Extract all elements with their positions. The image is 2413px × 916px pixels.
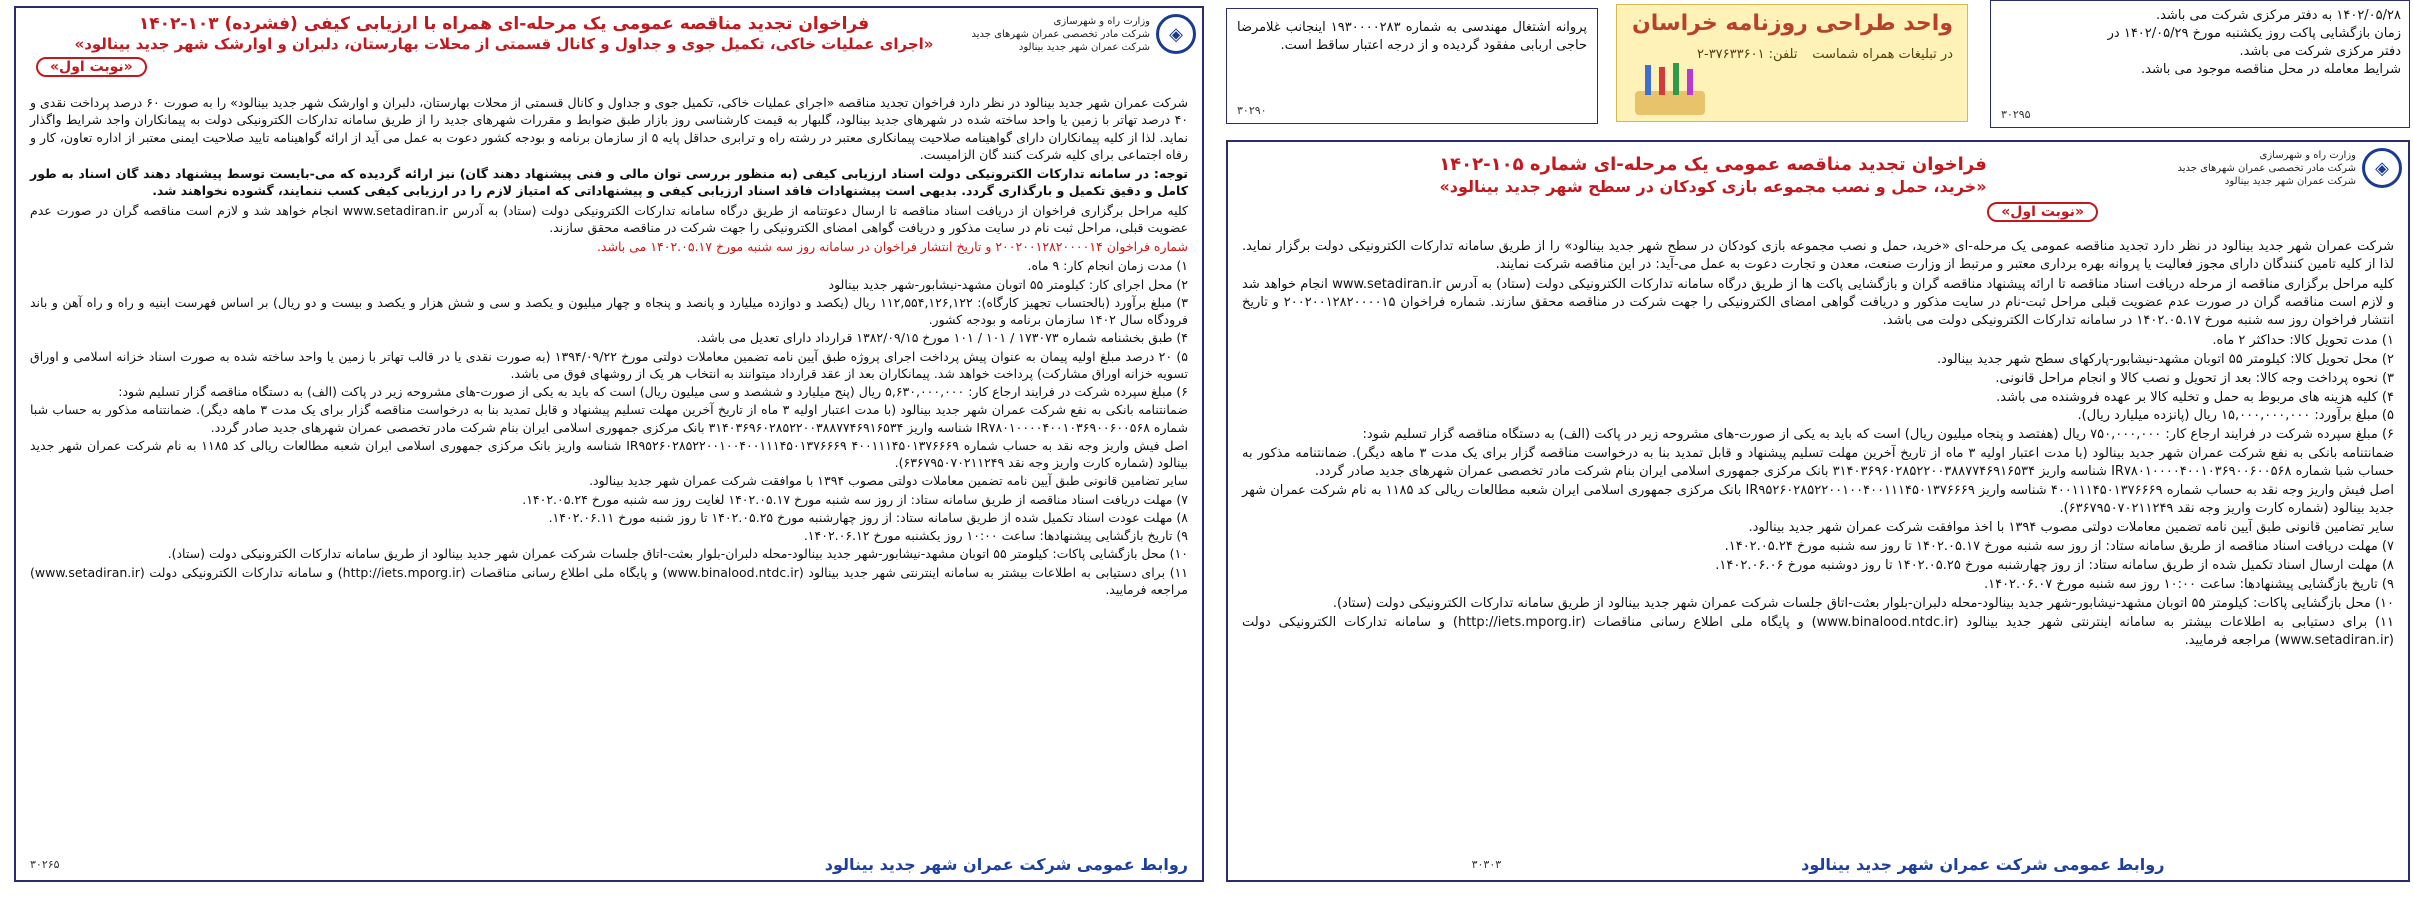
left-ad-code: ۳۰۲۶۵ — [30, 858, 60, 871]
left-item: سایر تضامین قانونی طبق آیین نامه تضمین معاملات دولتی مصوب ۱۳۹۴ با موافقت شرکت عمران شهر جدید بینالود. — [589, 473, 1188, 489]
right-item: ۷) مهلت دریافت اسناد مناقصه از طریق سامانه ستاد: از روز سه شنبه مورخ ۱۴۰۲.۰۵.۱۷ تا روز سه شنبه مورخ ۱۴۰۲.۰۵.۲۴. — [1724, 539, 2394, 554]
ministry-logo-icon: ◈ — [2362, 148, 2402, 188]
left-ad-subtitle: «اجرای عملیات خاکی، تکمیل جوی و جداول و کانال قسمتی از محلات بهارستان، دلبران و اوارشک شهر جدید بینالود» — [74, 35, 934, 54]
left-item: اصل فیش واریز وجه نقد به حساب شماره ۴۰۰۱۱۱۴۵۰۱۳۷۶۶۶۹ IR۹۵۲۶۰۲۸۵۲۲۰۰۱۰۰۴۰۰۱۱۱۴۵۰۱۳۷۶۶۶۹ شناسه واریز بانک مرکزی جمهوری اسلامی ایران شعبه مطالعات ریالی کد ۱۱۸۵ به نام شرکت عمران شهر جدید بینالود (شماره کارت واریز وجه نقد ۶۳۶۷۹۵۰۷۰۲۱۱۲۴۹). — [30, 437, 1188, 470]
left-ad-note: توجه: در سامانه تدارکات الکترونیکی دولت اسناد ارزیابی کیفی (به منظور بررسی توان مالی و فنی پیشنهاد دهند گان) نیز ارائه گردیده که می-بایست توسط پیشنهاد دهند گان اسناد به طور کامل و دقیق تکمیل و بارگذاری گردد. بدیهی است پیشنهادات فاقد اسناد ارزیابی کیفی و پیشنهاداتی که امتیاز لازم را در ارزیابی کیفی کسب ننمایند، گشوده نخواهند شد. — [30, 166, 1188, 199]
org-line-2: شرکت مادر تخصصی عمران شهرهای جدید — [2177, 162, 2356, 174]
org-line-3: شرکت عمران شهر جدید بینالود — [2224, 175, 2356, 187]
license-ad-code: ۳۰۲۹۰ — [1237, 104, 1267, 117]
license-loss-ad — [1226, 8, 1598, 124]
top-right-line-1: ۱۴۰۲/۰۵/۲۸ به دفتر مرکزی شرکت می باشد. — [2155, 8, 2401, 23]
left-item: ۸) مهلت عودت اسناد تکمیل شده از طریق سامانه ستاد: از روز چهارشنبه مورخ ۱۴۰۲.۰۵.۲۵ تا روز شنبه مورخ ۱۴۰۲.۰۶.۱۱. — [548, 509, 1188, 525]
left-ad-note2: کلیه مراحل برگزاری فراخوان از دریافت اسناد مناقصه تا ارسال دعوتنامه از طریق درگاه سامانه تدارکات الکترونیکی دولت (ستاد) به آدرس www.setadiran.ir انجام خواهد شد و لازم است مناقصه گران در صورت عدم عضویت قبلی، مراحل ثبت نام در سایت مذکور و دریافت گواهی امضای الکترونیکی را جهت شرکت در مناقصه محقق سازند. — [30, 202, 1188, 235]
top-right-line-3: دفتر مرکزی شرکت می باشد. — [2239, 43, 2401, 59]
org-line-1: وزارت راه و شهرسازی — [2259, 149, 2356, 161]
left-ad-items — [30, 257, 1188, 598]
org-line-2: شرکت مادر تخصصی عمران شهرهای جدید — [971, 28, 1150, 40]
right-item: ۶) مبلغ سپرده شرکت در فرایند ارجاع کار: ۷۵۰,۰۰۰,۰۰۰ ریال (هفتصد و پنجاه میلیون ریال) است که باید به یکی از صورت-های مشروحه زیر در پاکت (الف) به دستگاه مناقصه گزار تسلیم شود: — [1362, 427, 2394, 443]
left-ad-footer: روابط عمومی شرکت عمران شهر جدید بینالود — [824, 855, 1188, 874]
left-ad-tender-no: شماره فراخوان ۲۰۰۲۰۰۱۲۸۲۰۰۰۰۱۴ و تاریخ انتشار فراخوان در سامانه روز سه شنبه مورخ ۱۴۰۲.۰۵.۱۷ می باشد. — [596, 239, 1188, 254]
right-ad-body — [1242, 238, 2394, 651]
right-item: ۳) نحوه پرداخت وجه کالا: بعد از تحویل و نصب کالا و انجام مراحل قانونی. — [1995, 370, 2394, 386]
right-ad-title: فراخوان تجدید مناقصه عمومی یک مرحله-ای شماره ۱۰۵-۱۴۰۲ — [1439, 154, 1987, 175]
org-header — [972, 14, 1196, 54]
right-ad-code: ۳۰۳۰۳ — [1471, 858, 1502, 871]
right-item: ضمانتنامه بانکی به نفع شرکت عمران شهر جدید بینالود (با مدت اعتبار اولیه ۳ ماه از تاریخ آخرین مهلت تسلیم پیشنهاد و قابل تمدید بنا به درخواست مناقصه گزار برای یک مدت ۳ ماهه دیگر). ضمانتنامه مذکور به حساب شبا شماره IR۷۸۰۱۰۰۰۰۴۰۰۱۰۳۶۹۰۰۶۰۰۵۶۸ شناسه واریز ۳۱۴۰۳۶۹۶۰۲۸۵۲۲۰۰۳۸۸۷۷۴۶۹۱۶۵۳۴ بانک مرکزی جمهوری اسلامی ایران بنام شرکت مادر تخصصی عمران شهرهای جدید صادر گردد. — [1242, 446, 2395, 480]
left-ad-badge: «نوبت اول» — [36, 57, 147, 77]
right-ad-intro: شرکت عمران شهر جدید بینالود در نظر دارد تجدید مناقصه عمومی یک مرحله-ای «خرید، حمل و نصب مجموعه بازی کودکان در سطح شهر جدید بینالود» را از طریق سامانه تدارکات الکترونیکی دولت برگزار نماید. لذا از کلیه تامین کنندگان دارای مجوز فعالیت یا پروانه بهره برداری معتبر و مرتبط از وزارت صنعت، معدن و تجارت دعوت به عمل می-آید: در این مناقصه شرکت نمایند. — [1242, 239, 2394, 272]
left-tender-ad — [14, 6, 1204, 882]
left-item: ۲) محل اجرای کار: کیلومتر ۵۵ اتوبان مشهد-نیشابور-شهر جدید بینالود — [828, 276, 1188, 292]
right-item: سایر تضامین قانونی طبق آیین نامه تضمین معاملات دولتی مصوب ۱۳۹۴ با اخذ موافقت شرکت عمران شهر جدید بینالود. — [1748, 520, 2394, 536]
right-item: ۲) محل تحویل کالا: کیلومتر ۵۵ اتوبان مشهد-نیشابور-پارکهای سطح شهر جدید بینالود. — [1936, 351, 2394, 367]
left-item: ۶) مبلغ سپرده شرکت در فرایند ارجاع کار: ۵,۶۳۰,۰۰۰,۰۰۰ ریال (پنج میلیارد و ششصد و سی میلیون ریال) است که باید به یکی از صورت-های مشروحه زیر در پاکت (الف) به دستگاه مناقصه گزار تسلیم شود: — [118, 384, 1188, 399]
paint-brushes-icon — [1635, 65, 1755, 115]
right-item: اصل فیش واریز وجه نقد به حساب شماره ۴۰۰۱۱۱۴۵۰۱۳۷۶۶۶۹ شناسه واریز IR۹۵۲۶۰۲۸۵۲۲۰۰۱۰۰۴۰۰۱۱۱۴۵۰۱۳۷۶۶۶۹ بانک مرکزی جمهوری اسلامی ایران شعبه مطالعات ریالی کد ۱۱۸۵ به نام شرکت عمران شهر جدید بینالود (شماره کارت واریز وجه نقد ۶۳۶۷۹۵۰۷۰۲۱۱۲۴۹). — [1242, 483, 2395, 517]
left-item: ۷) مهلت دریافت اسناد مناقصه از طریق سامانه ستاد: از روز سه شنبه مورخ ۱۴۰۲.۰۵.۱۷ لغایت روز سه شنبه مورخ ۱۴۰۲.۰۵.۲۴. — [522, 491, 1188, 507]
banner-title: واحد طراحی روزنامه خراسان — [1631, 11, 1953, 36]
right-ad-items — [1242, 332, 2394, 650]
right-tender-ad — [1226, 140, 2410, 882]
left-ad-body — [30, 94, 1188, 599]
right-item: ۴) کلیه هزینه های مربوط به حمل و تخلیه کالا بر عهده فروشنده می باشد. — [1996, 389, 2394, 405]
design-unit-banner — [1616, 4, 1968, 122]
left-item: ۱) مدت زمان انجام کار: ۹ ماه. — [1027, 258, 1188, 274]
org-header-right — [2178, 148, 2402, 188]
right-ad-subtitle: «خرید، حمل و نصب مجموعه بازی کودکان در سطح شهر جدید بینالود» — [1439, 176, 1987, 196]
left-item: ۹) تاریخ بازگشایی پیشنهادها: ساعت ۱۰:۰۰ روز یکشنبه مورخ ۱۴۰۲.۰۶.۱۲. — [803, 528, 1188, 543]
left-ad-title: فراخوان تجدید مناقصه عمومی یک مرحله-ای همراه با ارزیابی کیفی (فشرده) ۱۰۳-۱۴۰۲ — [138, 14, 870, 34]
right-item: ۱۰) محل بازگشایی پاکات: کیلومتر ۵۵ اتوبان مشهد-نیشابور-شهر جدید بینالود-محله دلبران-بلوار بعثت-اتاق جلسات شرکت عمران شهر جدید بینالود از طریق سامانه تدارکات الکترونیکی دولت (ستاد). — [1332, 595, 2394, 611]
banner-subtitle: در تبلیغات همراه شماست — [1812, 47, 1953, 62]
left-ad-intro: شرکت عمران شهر جدید بینالود در نظر دارد فراخوان تجدید مناقصه «اجرای عملیات خاکی، تکمیل جوی و جداول و کانال قسمتی از محلات بهارستان، دلبران و اوارشک شهر جدید بینالود» را به صورت ۶۰ درصد پرداخت نقدی و ۴۰ درصد تهاتر با زمین یا واحد ساخته شده در شهرهای جدید بینالود، گلبهار به قیمت کارشناسی روز بازار طبق ضوابط و مقررات شهرهای جدید را از طریق سامانه تدارکات الکترونیکی دولت به پیمانکاران واجد شرایط واگذار نماید. لذا از کلیه پیمانکاران دارای گواهینامه صلاحیت پیمانکاری معتبر در رشته راه و ترابری حداقل پایه ۵ از سازمان برنامه و بودجه کشور دعوت به عمل می آید از ارائه گواهینامه تایید صلاحیت ایمنی معتبر از اداره تعاون، کار و رفاه اجتماعی برای کلیه شرکت کنند گان الزامیست. — [30, 95, 1188, 162]
left-item: ۱۰) محل بازگشایی پاکات: کیلومتر ۵۵ اتوبان مشهد-نیشابور-شهر جدید بینالود-محله دلبران-بلوار بعثت-اتاق جلسات شرکت عمران شهر جدید بینالود از طریق سامانه تدارکات الکترونیکی دولت (ستاد). — [167, 546, 1188, 562]
right-ad-badge: «نوبت اول» — [1987, 202, 2098, 222]
ministry-logo-icon: ◈ — [1156, 14, 1196, 54]
left-item: ۳) مبلغ برآورد (بالحتساب تجهیز کارگاه): ۱۱۲,۵۵۴,۱۲۶,۱۲۲ ریال (یکصد و دوازده میلیارد و پانصد و پنجاه و چهار میلیون و یکصد و سی و شش هزار و یکصد و بیست و دو ریال) بر اساس فهرست ابنیه و راه و راه آهن و باند فرودگاه سال ۱۴۰۲ سازمان برنامه و بودجه کشور. — [30, 294, 1189, 327]
license-ad-text: پروانه اشتغال مهندسی به شماره ۱۹۳۰۰۰۰۲۸۳ اینجانب غلامرضا حاجی اربابی مفقود گردیده و از درجه اعتبار ساقط است. — [1237, 20, 1587, 53]
banner-phone: تلفن: ۳۷۶۳۳۶۰۱-۲ — [1697, 47, 1798, 62]
right-item: ۱۱) برای دستیابی به اطلاعات بیشتر به سامانه اینترنتی شهر جدید بینالود (www.binalood.ntdc.ir) و پایگاه ملی اطلاع رسانی مناقصات (http://iets.mporg.ir) و سامانه تدارکات الکترونیکی دولت (www.setadiran.ir) مراجعه فرمایید. — [1242, 614, 2394, 648]
right-ad-intro2: کلیه مراحل برگزاری مناقصه از مرحله دریافت اسناد مناقصه تا ارائه پیشنهاد مناقصه گران و بازگشایی پاکت ها از طریق درگاه سامانه تدارکات الکترونیکی دولت (ستاد) به آدرس www.setadiran.ir انجام خواهد شد و لازم است مناقصه گران در صورت عدم عضویت قبلی مراحل ثبت-نام در سایت مذکور و دریافت گواهی امضای الکترونیکی را جهت شرکت در مناقصه محقق سازند. شماره فراخوان ۲۰۰۲۰۰۱۲۸۲۰۰۰۰۱۵ و تاریخ انتشار فراخوان روز سه شنبه مورخ ۱۴۰۲.۰۵.۱۷ در سامانه تدارکات الکترونیکی دولت می باشد. — [1242, 276, 2394, 328]
org-line-1: وزارت راه و شهرسازی — [1053, 15, 1150, 27]
top-right-line-4: شرایط معامله در محل مناقصه موجود می باشد. — [2140, 61, 2401, 77]
right-item: ۹) تاریخ بازگشایی پیشنهادها: ساعت ۱۰:۰۰ روز سه شنبه مورخ ۱۴۰۲.۰۶.۰۷. — [1983, 576, 2394, 592]
top-right-partial-ad — [1990, 0, 2410, 128]
left-item: ۴) طبق بخشنامه شماره ۱۷۳۰۷۳ / ۱۰۱ / ۱۰۱ مورخ ۱۳۸۲/۰۹/۱۵ قرارداد دارای تعدیل می باشد. — [696, 330, 1188, 346]
left-item: ضمانتنامه بانکی به نفع شرکت عمران شهر جدید بینالود (با مدت اعتبار اولیه ۳ ماه از تاریخ آخرین مهلت تسلیم پیشنهاد و قابل تمدید بنا به درخواست مناقصه گزار برای یک مدت ۳ ماهه دیگر). ضمانتنامه مذکور به حساب شبا شماره IR۷۸۰۱۰۰۰۰۴۰۰۱۰۳۶۹۰۰۶۰۰۵۶۸ شناسه واریز ۳۱۴۰۳۶۹۶۰۲۸۵۲۲۰۰۳۸۸۷۷۴۶۹۱۶۵۳۴ بانک مرکزی جمهوری اسلامی ایران بنام شرکت مادر تخصصی عمران شهرهای جدید صادر گردد. — [30, 402, 1189, 435]
left-item: ۵) ۲۰ درصد مبلغ اولیه پیمان به عنوان پیش پرداخت اجرای پروژه طبق آیین نامه تضمین معاملات دولتی مورخ ۱۳۹۴/۰۹/۲۲ (به صورت نقدی یا در قالب تهاتر با زمین یا واحد ساخته شده به صورت اسناد خزانه اسلامی و اوراق تسویه خزانه اوراق مشارکت) پرداخت خواهد شد. پیمانکاران بعد از عقد قرارداد میتوانند به انتخاب هر یک از روشهای فوق می باشد. — [30, 348, 1188, 381]
top-right-line-2: زمان بازگشایی پاکت روز یکشنبه مورخ ۱۴۰۲/۰۵/۲۹ در — [2107, 25, 2401, 41]
org-line-3: شرکت عمران شهر جدید بینالود — [1018, 41, 1150, 53]
left-item: ۱۱) برای دستیابی به اطلاعات بیشتر به سامانه اینترنتی شهر جدید بینالود (www.binalood.ntdc.ir) و پایگاه ملی اطلاع رسانی مناقصات (http://iets.mporg.ir) و سامانه تدارکات الکترونیکی دولت (www.setadiran.ir) مراجعه فرمایید. — [30, 564, 1189, 597]
right-ad-footer: روابط عمومی شرکت عمران شهر جدید بینالود — [1801, 855, 2165, 874]
right-item: ۸) مهلت ارسال اسناد تکمیل شده از طریق سامانه ستاد: از روز چهارشنبه مورخ ۱۴۰۲.۰۵.۲۵ تا روز دوشنبه مورخ ۱۴۰۲.۰۶.۰۶. — [1715, 557, 2394, 573]
top-right-code: ۳۰۲۹۵ — [2001, 108, 2031, 121]
right-item: ۱) مدت تحویل کالا: حداکثر ۲ ماه. — [2212, 332, 2394, 348]
right-item: ۵) مبلغ برآورد: ۱۵,۰۰۰,۰۰۰,۰۰۰ ریال (پانزده میلیارد ریال). — [2077, 408, 2394, 424]
